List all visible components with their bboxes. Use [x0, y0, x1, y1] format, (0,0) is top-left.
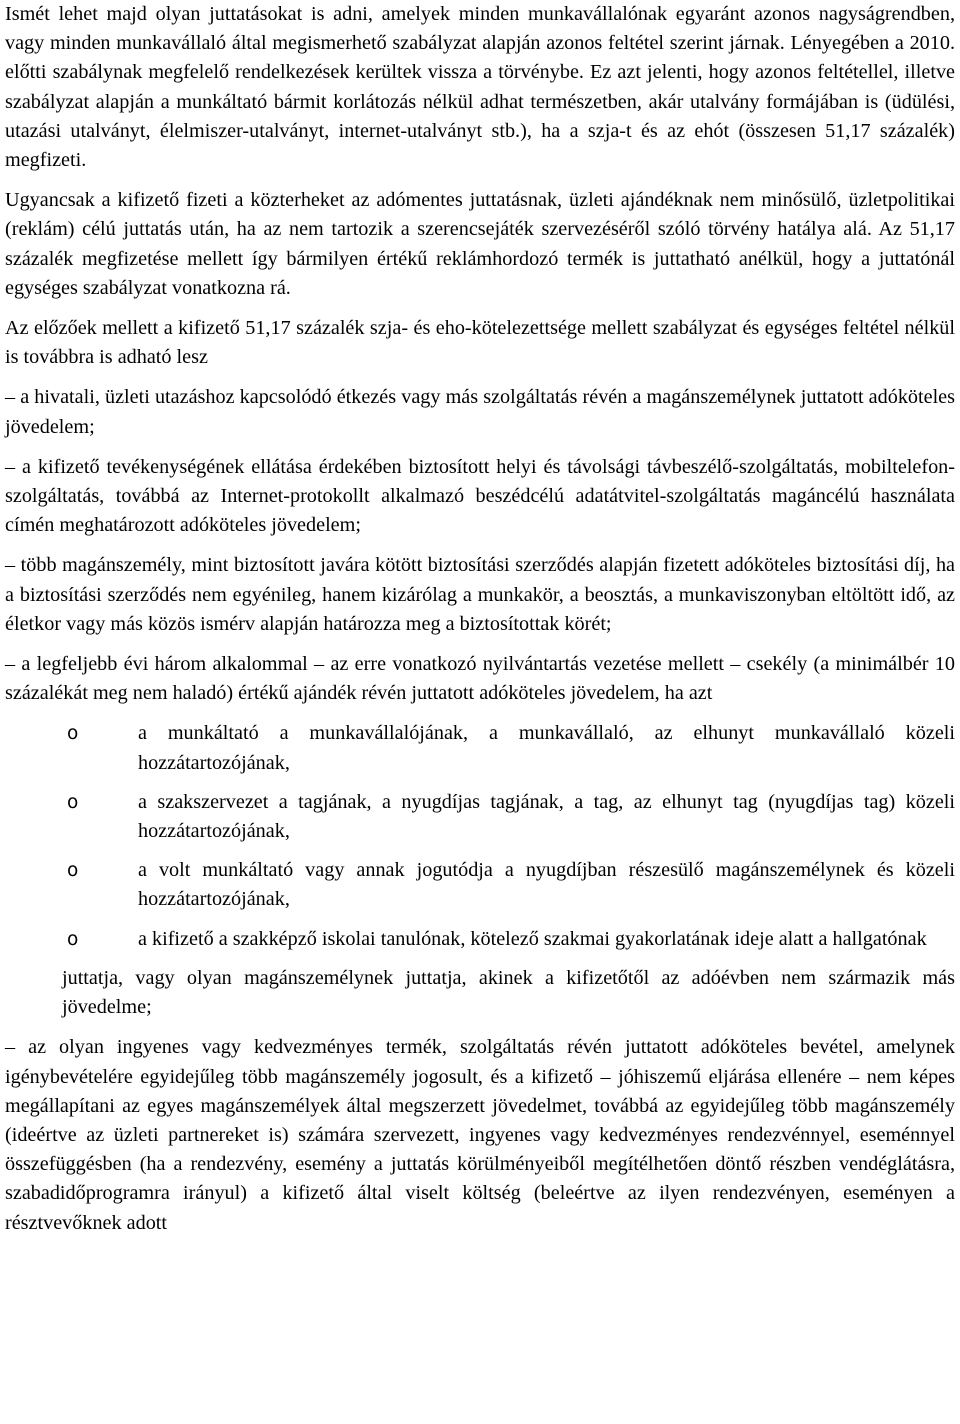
list-item: – több magánszemély, mint biztosított javára kötött biztosítási szerződés alapján fizetett adóköteles biztosítási díj, ha a biztosítási szerződés nem egyénileg, hanem kizárólag a munkakör, a beosztás, a munkaviszonyban eltöltött idő, az életkor vagy más közös ismérv alapján határozza meg a biztosítottak körét;: [5, 554, 955, 635]
sub-list-item: [5, 925, 955, 954]
document-page: [5, 0, 955, 1249]
sub-list-item-text: a volt munkáltató vagy annak jogutódja a nyugdíjban részesülő magánszemélynek és közeli hozzátartozójának,: [138, 859, 955, 911]
additional-benefits-paragraph: Az előzőek mellett a kifizető 51,17 százalék szja- és eho-kötelezettsége mellett szabályzat és egységes feltétel nélkül is továbbra is adható lesz: [5, 317, 955, 369]
sub-list-item-text: a szakszervezet a tagjának, a nyugdíjas tagjának, a tag, az elhunyt tag (nyugdíjas tag) közeli hozzátartozójának,: [138, 790, 955, 843]
sub-list-item-text: a munkáltató a munkavállalójának, a munkavállaló, az elhunyt munkavállaló közeli hozzátartozójának,: [138, 722, 955, 774]
circle-bullet-icon: o: [67, 860, 79, 882]
sub-list-item: [5, 719, 955, 777]
gift-recipient-list: [5, 719, 955, 953]
list-item: – az olyan ingyenes vagy kedvezményes termék, szolgáltatás révén juttatott adóköteles bevétel, amelynek igénybevételére egyidejűleg több magánszemély jogosult, és a kifizető – jóhiszemű eljárása ellenére – nem képes megállapítani az egyes magánszemélyek által megszerzett jövedelmet, továbbá az egyidejűleg több magánszemély (ideértve az üzleti partnereket is) számára szervezett, ingyenes vagy kedvezményes rendezvénnyel, eseménnyel összefüggésben (ha a rendezvény, esemény a juttatás körülményeiből megítélhetően döntő részben vendéglátásra, szabadidőprogramra irányul) a kifizető által viselt költség (beleértve az ilyen rendezvényen, eseményen a résztvevőknek adott: [5, 1036, 955, 1234]
gift-condition-paragraph: juttatja, vagy olyan magánszemélynek juttatja, akinek a kifizetőtől az adóévben nem származik más jövedelme;: [62, 966, 955, 1019]
circle-bullet-icon: o: [67, 723, 79, 745]
intro-paragraph: Ismét lehet majd olyan juttatásokat is adni, amelyek minden munkavállalónak egyaránt azonos nagyságrendben, vagy minden munkavállaló által megismerhető szabályzat alapján azonos feltétel szerint járnak. Lényegében a 2010. előtti szabálynak megfelelő rendelkezések kerültek vissza a törvénybe. Ez azt jelenti, hogy azonos feltétellel, illetve szabályzat alapján a munkáltató bármit korlátozás nélkül adhat természetben, akár utalvány formájában is (üdülési, utazási utalványt, élelmiszer-utalványt, internet-utalványt stb.), ha a szja-t és az ehót (összesen 51,17 százalék) megfizeti.: [5, 3, 955, 172]
circle-bullet-icon: o: [67, 928, 79, 950]
advertising-paragraph: Ugyancsak a kifizető fizeti a közterheket az adómentes juttatásnak, üzleti ajándéknak nem minősülő, üzletpolitikai (reklám) célú juttatás után, ha az nem tartozik a szerencsejáték szervezéséről szóló törvény hatálya alá. Az 51,17 százalék megfizetése mellett így bármilyen értékű reklámhordozó termék is juttatható anélkül, hogy a juttatónál egységes szabályzat vonatkozna rá.: [5, 189, 955, 299]
list-item: – a kifizető tevékenységének ellátása érdekében biztosított helyi és távolsági távbeszélő-szolgáltatás, mobiltelefon-szolgáltatás, továbbá az Internet-protokollt alkalmazó beszédcélú adatátvitel-szolgáltatás magáncélú használata címén meghatározott adóköteles jövedelem;: [5, 455, 955, 537]
sub-list-item-text: a kifizető a szakképző iskolai tanulónak, kötelező szakmai gyakorlatának ideje alatt a hallgatónak: [138, 927, 927, 950]
sub-list-item: [5, 856, 955, 914]
list-item: – a legfeljebb évi három alkalommal – az erre vonatkozó nyilvántartás vezetése mellett – csekély (a minimálbér 10 százalékát meg nem haladó) értékű ajándék révén juttatott adóköteles jövedelem, ha azt: [5, 653, 955, 705]
list-item: – a hivatali, üzleti utazáshoz kapcsolódó étkezés vagy más szolgáltatás révén a magánszemélynek juttatott adóköteles jövedelem;: [5, 386, 955, 438]
circle-bullet-icon: o: [67, 791, 79, 813]
sub-list-item: [5, 788, 955, 846]
